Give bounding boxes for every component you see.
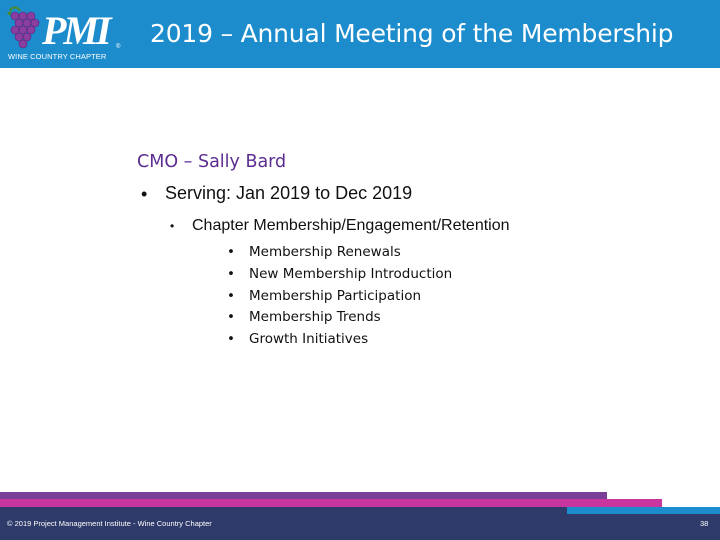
bullet-marker: • — [227, 244, 235, 260]
section-heading: CMO – Sally Bard — [137, 152, 287, 172]
bullet-marker: • — [227, 266, 235, 282]
bullet-marker: • — [227, 309, 235, 325]
accent-bar-purple — [0, 492, 607, 499]
bullet-marker: • — [141, 184, 148, 204]
list-item: Membership Participation — [249, 288, 422, 304]
svg-text:®: ® — [116, 44, 121, 50]
logo-caption: WINE COUNTRY CHAPTER — [8, 52, 107, 61]
bullet-marker: • — [227, 288, 235, 304]
list-item: Membership Renewals — [249, 244, 401, 260]
list-item: Membership Trends — [249, 309, 381, 325]
page-title: 2019 – Annual Meeting of the Membership — [150, 19, 674, 48]
footer-copyright: © 2019 Project Management Institute - Wine Country Chapter — [7, 519, 212, 528]
svg-text:PMI: PMI — [42, 8, 109, 53]
accent-bar-magenta — [0, 499, 662, 507]
bullet-marker: • — [170, 219, 175, 233]
responsibility-line: Chapter Membership/Engagement/Retention — [192, 217, 510, 234]
list-item: Growth Initiatives — [249, 331, 369, 347]
accent-bar-blue — [567, 507, 720, 514]
list-item: New Membership Introduction — [249, 266, 453, 282]
serving-line: Serving: Jan 2019 to Dec 2019 — [165, 183, 413, 203]
header-banner — [0, 0, 720, 68]
grape-cluster-icon — [4, 4, 124, 54]
page-number: 38 — [700, 519, 709, 528]
bullet-marker: • — [227, 331, 235, 347]
